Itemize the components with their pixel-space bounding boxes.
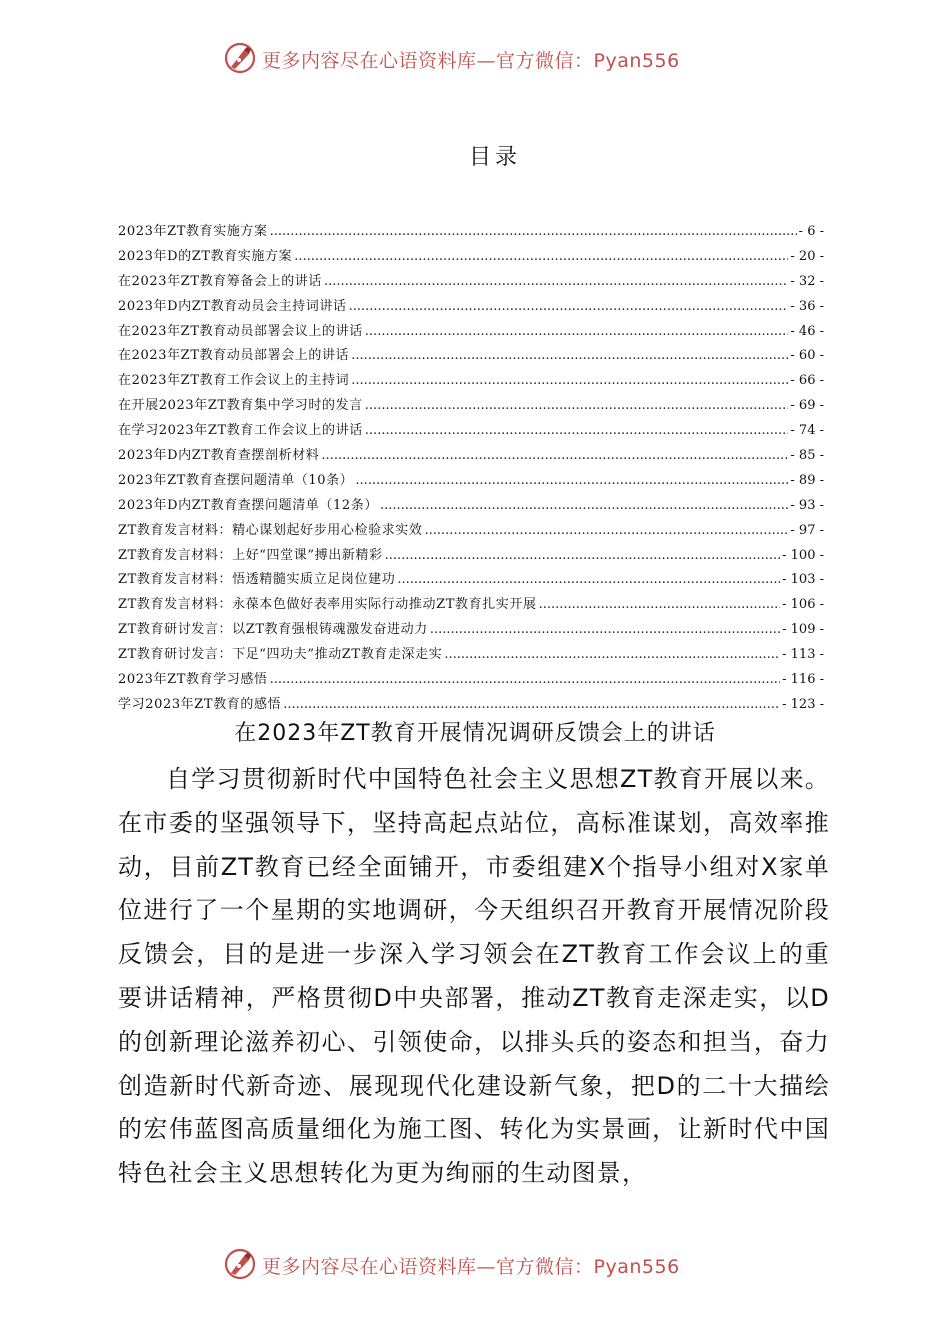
toc-entry-page: - 93 -	[790, 497, 824, 513]
toc-entry-page: - 109 -	[782, 622, 824, 638]
toc-leader-dots	[430, 618, 780, 643]
toc-leader-dots	[270, 668, 781, 693]
toc-entry-page: - 69 -	[790, 398, 824, 414]
toc-entry-page: - 123 -	[782, 696, 824, 712]
toc-leader-dots	[385, 544, 781, 569]
toc-entry[interactable]	[118, 643, 824, 668]
toc-entry-title: 在2023年ZT教育筹备会上的讲话	[118, 273, 322, 289]
toc-entry-page: - 100 -	[782, 547, 824, 563]
toc-entry-title: 2023年D内ZT教育查摆问题清单（12条）	[118, 497, 378, 513]
toc-leader-dots	[397, 568, 780, 593]
toc-entry-page: - 97 -	[790, 522, 824, 538]
wechat-account: Pyan556	[593, 50, 680, 72]
toc-entry-title: ZT教育发言材料：悟透精髓实质立足岗位建功	[118, 572, 396, 588]
toc-entry[interactable]	[118, 693, 824, 718]
toc-entry-title: 2023年D的ZT教育实施方案	[118, 248, 293, 264]
toc-entry-page: - 60 -	[790, 348, 824, 364]
toc-entry-page: - 36 -	[790, 298, 824, 314]
footer-banner	[0, 1244, 950, 1284]
toc-entry-page: - 66 -	[790, 373, 824, 389]
header-banner	[0, 38, 950, 78]
toc-entry-page: - 74 -	[790, 423, 824, 439]
pen-nib-logo-icon	[222, 40, 258, 76]
toc-entry[interactable]	[118, 394, 824, 419]
banner-text: 更多内容尽在心语资料库—官方微信：Pyan556	[262, 50, 680, 72]
toc-entry-title: 学习2023年ZT教育的感悟	[118, 696, 282, 712]
toc-entry-page: - 20 -	[790, 248, 824, 264]
toc-entry[interactable]	[118, 444, 824, 469]
toc-leader-dots	[365, 419, 789, 444]
toc-entry[interactable]	[118, 419, 824, 444]
toc-entry-page: - 89 -	[790, 472, 824, 488]
toc-leader-dots	[539, 593, 781, 618]
toc-leader-dots	[321, 444, 788, 469]
toc-entry[interactable]	[118, 245, 824, 270]
toc-entry-title: ZT教育研讨发言：下足“四功夫”推动ZT教育走深走实	[118, 647, 443, 663]
toc-leader-dots	[294, 245, 788, 270]
toc-entry-title: ZT教育发言材料：精心谋划起好步用心检验求实效	[118, 522, 423, 538]
toc-entry[interactable]	[118, 295, 824, 320]
toc-entry[interactable]	[118, 568, 824, 593]
toc-entry-page: - 103 -	[782, 572, 824, 588]
toc-leader-dots	[365, 394, 789, 419]
toc-entry-page: - 6 -	[798, 224, 824, 239]
toc-entry[interactable]	[118, 270, 824, 295]
table-of-contents	[118, 220, 824, 718]
toc-entry-page: - 106 -	[782, 597, 824, 613]
toc-leader-dots	[351, 369, 788, 394]
toc-heading: 目录	[468, 145, 521, 170]
toc-leader-dots	[444, 643, 780, 668]
toc-entry-page: - 85 -	[790, 448, 824, 464]
toc-leader-dots	[355, 469, 788, 494]
toc-entry[interactable]	[118, 593, 824, 618]
toc-entry[interactable]	[118, 344, 824, 369]
toc-leader-dots	[365, 320, 789, 345]
toc-entry[interactable]	[118, 320, 824, 345]
toc-entry-title: 在开展2023年ZT教育集中学习时的发言	[118, 398, 363, 414]
toc-entry-page: - 46 -	[790, 323, 824, 339]
toc-leader-dots	[425, 519, 789, 544]
wechat-account: Pyan556	[593, 1256, 680, 1278]
toc-entry[interactable]	[118, 369, 824, 394]
toc-entry[interactable]	[118, 494, 824, 519]
toc-leader-dots	[351, 344, 788, 369]
toc-entry[interactable]	[118, 668, 824, 693]
toc-entry-title: ZT教育发言材料：永葆本色做好表率用实际行动推动ZT教育扎实开展	[118, 597, 537, 613]
toc-entry[interactable]	[118, 544, 824, 569]
toc-leader-dots	[270, 220, 797, 245]
speech-paragraph: 自学习贯彻新时代中国特色社会主义思想ZT教育开展以来。在市委的坚强领导下，坚持高起点站位，高标准谋划，高效率推动，目前ZT教育已经全面铺开，市委组建X个指导小组对X家单位进行了一个星期的实地调研，今天组织召开教育开展情况阶段反馈会，目的是进一步深入学习领会在ZT教育工作会议上的重要讲话精神，严格贯彻D中央部署，推动ZT教育走深走实，以D的创新理论滋养初心、引领使命，以排头兵的姿态和担当，奋力创造新时代新奇迹、展现现代化建设新气象，把D的二十大描绘的宏伟蓝图高质量细化为施工图、转化为实景画，让新时代中国特色社会主义思想转化为更为绚丽的生动图景，	[118, 765, 830, 1188]
toc-leader-dots	[380, 494, 788, 519]
toc-entry[interactable]	[118, 220, 824, 245]
toc-entry-title: 2023年D内ZT教育查摆剖析材料	[118, 448, 320, 464]
toc-entry-title: 在2023年ZT教育动员部署会议上的讲话	[118, 323, 363, 339]
toc-entry-title: 2023年ZT教育查摆问题清单（10条）	[118, 472, 354, 488]
toc-entry[interactable]	[118, 618, 824, 643]
toc-entry[interactable]	[118, 519, 824, 544]
toc-leader-dots	[349, 295, 789, 320]
speech-body	[118, 758, 830, 1196]
toc-entry-title: ZT教育发言材料：上好“四堂课”搏出新精彩	[118, 547, 383, 563]
toc-entry-title: 2023年D内ZT教育动员会主持词讲话	[118, 298, 347, 314]
toc-entry-page: - 113 -	[782, 647, 824, 663]
toc-entry[interactable]	[118, 469, 824, 494]
toc-leader-dots	[283, 693, 780, 718]
toc-entry-title: ZT教育研讨发言：以ZT教育强根铸魂激发奋进动力	[118, 622, 428, 638]
speech-title: 在2023年ZT教育开展情况调研反馈会上的讲话	[234, 721, 716, 746]
toc-leader-dots	[324, 270, 788, 295]
banner-text: 更多内容尽在心语资料库—官方微信：Pyan556	[262, 1256, 680, 1278]
toc-entry-title: 在学习2023年ZT教育工作会议上的讲话	[118, 423, 363, 439]
pen-nib-logo-icon	[222, 1246, 258, 1282]
toc-entry-title: 在2023年ZT教育工作会议上的主持词	[118, 373, 350, 389]
toc-entry-page: - 32 -	[790, 273, 824, 289]
toc-entry-title: 2023年ZT教育实施方案	[118, 224, 268, 239]
toc-entry-title: 在2023年ZT教育动员部署会上的讲话	[118, 348, 350, 364]
toc-entry-page: - 116 -	[782, 672, 824, 688]
toc-entry-title: 2023年ZT教育学习感悟	[118, 672, 268, 688]
